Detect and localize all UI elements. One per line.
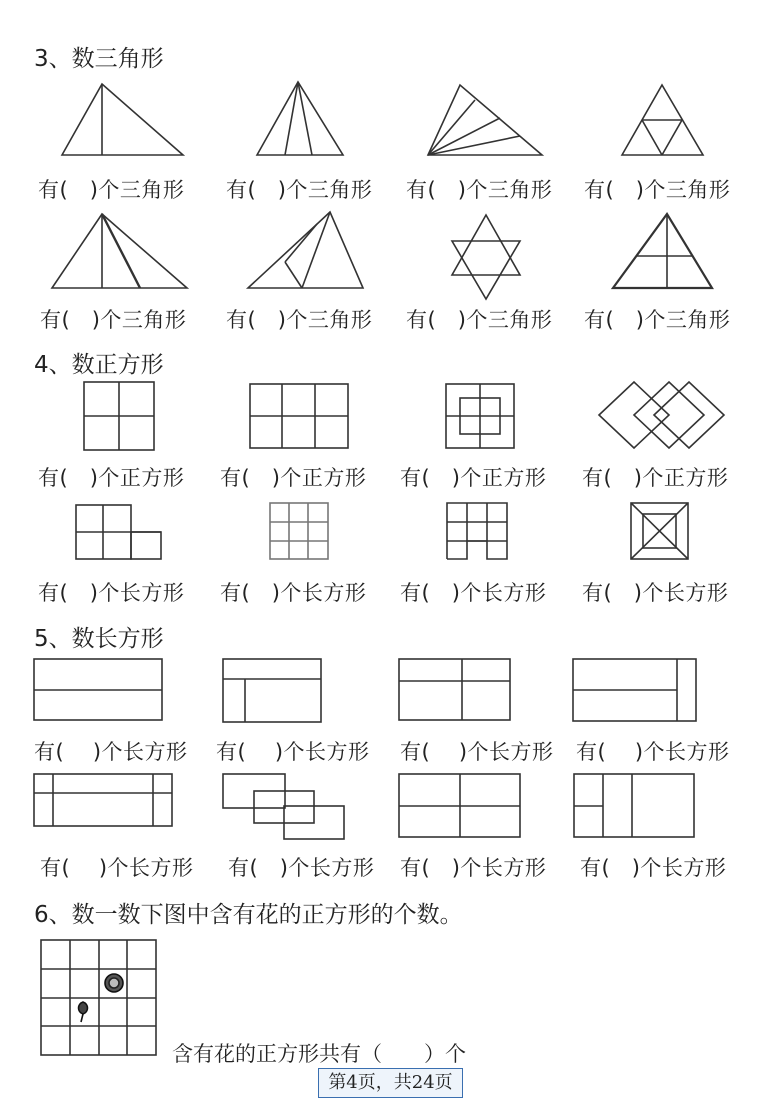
triangle-caption-8: 有( )个三角形 bbox=[584, 308, 731, 332]
rect-caption-11: 有( )个长方形 bbox=[400, 856, 547, 880]
section-5-title: 5、数长方形 bbox=[34, 626, 164, 652]
rect-caption-8: 有( )个长方形 bbox=[576, 740, 730, 764]
rect-caption-4: 有( )个长方形 bbox=[582, 581, 729, 605]
triangle-caption-3: 有( )个三角形 bbox=[406, 178, 553, 202]
square-caption-3: 有( )个正方形 bbox=[400, 466, 547, 490]
section-6-title: 6、数一数下图中含有花的正方形的个数。 bbox=[34, 902, 463, 928]
section-4-title: 4、数正方形 bbox=[34, 352, 164, 378]
section-3-title: 3、数三角形 bbox=[34, 46, 164, 72]
flower-icon-small bbox=[74, 1000, 92, 1024]
triangle-caption-6: 有( )个三角形 bbox=[226, 308, 373, 332]
triangle-caption-7: 有( )个三角形 bbox=[406, 308, 553, 332]
rect-caption-7: 有( )个长方形 bbox=[400, 740, 554, 764]
rect-caption-5: 有( )个长方形 bbox=[34, 740, 188, 764]
rect-caption-12: 有( )个长方形 bbox=[580, 856, 727, 880]
square-caption-1: 有( )个正方形 bbox=[38, 466, 185, 490]
page-indicator: 第4页，共24页 bbox=[318, 1068, 463, 1098]
rect-caption-10: 有( )个长方形 bbox=[228, 856, 375, 880]
flower-answer-prompt: 含有花的正方形共有（ ）个 bbox=[172, 1042, 466, 1066]
triangle-caption-1: 有( )个三角形 bbox=[38, 178, 185, 202]
rect-caption-9: 有( )个长方形 bbox=[40, 856, 194, 880]
rect-caption-3: 有( )个长方形 bbox=[400, 581, 547, 605]
rect-caption-1: 有( )个长方形 bbox=[38, 581, 185, 605]
rect-caption-2: 有( )个长方形 bbox=[220, 581, 367, 605]
square-caption-2: 有( )个正方形 bbox=[220, 466, 367, 490]
triangle-caption-2: 有( )个三角形 bbox=[226, 178, 373, 202]
triangle-caption-4: 有( )个三角形 bbox=[584, 178, 731, 202]
flower-icon bbox=[102, 971, 126, 995]
rect-caption-6: 有( )个长方形 bbox=[216, 740, 370, 764]
triangle-caption-5: 有( )个三角形 bbox=[40, 308, 187, 332]
square-caption-4: 有( )个正方形 bbox=[582, 466, 729, 490]
